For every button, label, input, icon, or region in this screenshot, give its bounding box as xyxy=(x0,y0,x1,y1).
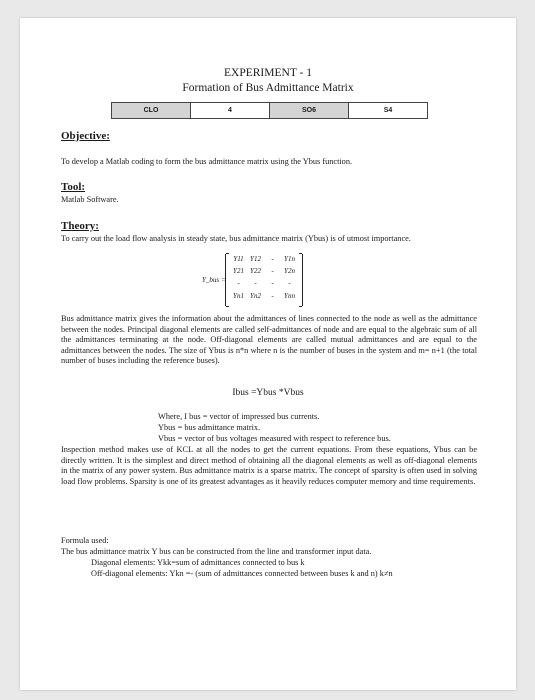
matrix-cell: - xyxy=(237,279,240,287)
matrix-cell: - xyxy=(271,267,274,275)
experiment-title: EXPERIMENT - 1 xyxy=(224,67,312,79)
matrix-cell: Y1n xyxy=(284,255,295,263)
matrix-cell: - xyxy=(271,255,274,263)
matrix-cell: Ynn xyxy=(284,292,295,300)
matrix-cell: - xyxy=(254,279,257,287)
tool-heading: Tool: xyxy=(61,181,86,193)
matrix-cell: - xyxy=(288,279,291,287)
matrix-cell: Y12 xyxy=(250,255,261,263)
formula-label: Formula used: xyxy=(61,536,109,545)
theory-paragraph-1: Bus admittance matrix gives the information about the admittances of lines connected to the node as well as the admittance between the nodes. Principal diagonal elements are called self-admittances of node and are equal to the algebraic sum of all the admittances terminating at the node. Off-diagonal elements are called mutual admittances and are equal to the admittances between the nodes. The size of Ybus is n*n where n is the number of buses in the system and m= n+1 (the total number of buses including the reference buses). xyxy=(61,314,477,365)
matrix-cell: Y2n xyxy=(284,267,295,275)
theory-paragraph-2: Inspection method makes use of KCL at all the nodes to get the current equations. From these equations, Ybus can be directly written. It is the simplest and direct method of obtaining all the diagonal elements as well as off-diagonal elements in the matrix of any power system. Bus admittance matrix is a sparse matrix. The concept of sparsity is often used in solving load flow problems. Sparsity is one of its greatest advantages as it heavily reduces computer memory and time requirements. xyxy=(61,445,477,486)
objective-text: To develop a Matlab coding to form the bus admittance matrix using the Ybus function. xyxy=(61,157,353,166)
matrix-cell: Yn1 xyxy=(233,292,244,300)
theory-heading: Theory: xyxy=(61,220,99,232)
s-cell: S4 xyxy=(349,103,428,119)
matrix-cell: Y22 xyxy=(250,267,261,275)
matrix-cell: - xyxy=(271,292,274,300)
clo-cell: CLO xyxy=(112,103,191,119)
formula-off-diagonal: Off-diagonal elements: Ykn =- (sum of admittances connected between buses k and n) k≠n xyxy=(91,569,393,578)
matrix-cell: Y11 xyxy=(233,255,244,263)
matrix-cell: Yn2 xyxy=(250,292,261,300)
matrix-cell: Y21 xyxy=(233,267,244,275)
where-line-2: Ybus = bus admittance matrix. xyxy=(158,423,261,432)
matrix-row xyxy=(230,279,298,287)
experiment-subtitle: Formation of Bus Admittance Matrix xyxy=(182,82,354,94)
matrix-bracket xyxy=(225,254,303,306)
matrix-cell: - xyxy=(271,279,274,287)
tool-text: Matlab Software. xyxy=(61,195,119,204)
where-line-3: Vbus = vector of bus voltages measured with respect to reference bus. xyxy=(158,434,391,443)
matrix-row xyxy=(230,267,298,275)
document-page xyxy=(20,18,516,690)
formula-intro: The bus admittance matrix Y bus can be constructed from the line and transformer input data. xyxy=(61,547,372,556)
current-equation: Ibus =Ybus *Vbus xyxy=(232,388,304,398)
course-info-table xyxy=(111,102,428,119)
clo-value-cell: 4 xyxy=(191,103,270,119)
where-line-1: Where, I bus = vector of impressed bus currents. xyxy=(158,412,320,421)
matrix-label: Y_bus = xyxy=(202,276,226,284)
objective-heading: Objective: xyxy=(61,130,110,142)
so-cell: SO6 xyxy=(270,103,349,119)
matrix-row xyxy=(230,255,298,263)
matrix-row xyxy=(230,292,298,300)
formula-diagonal: Diagonal elements: Ykk=sum of admittances connected to bus k xyxy=(91,558,305,567)
theory-intro: To carry out the load flow analysis in steady state, bus admittance matrix (Ybus) is of utmost importance. xyxy=(61,234,411,243)
